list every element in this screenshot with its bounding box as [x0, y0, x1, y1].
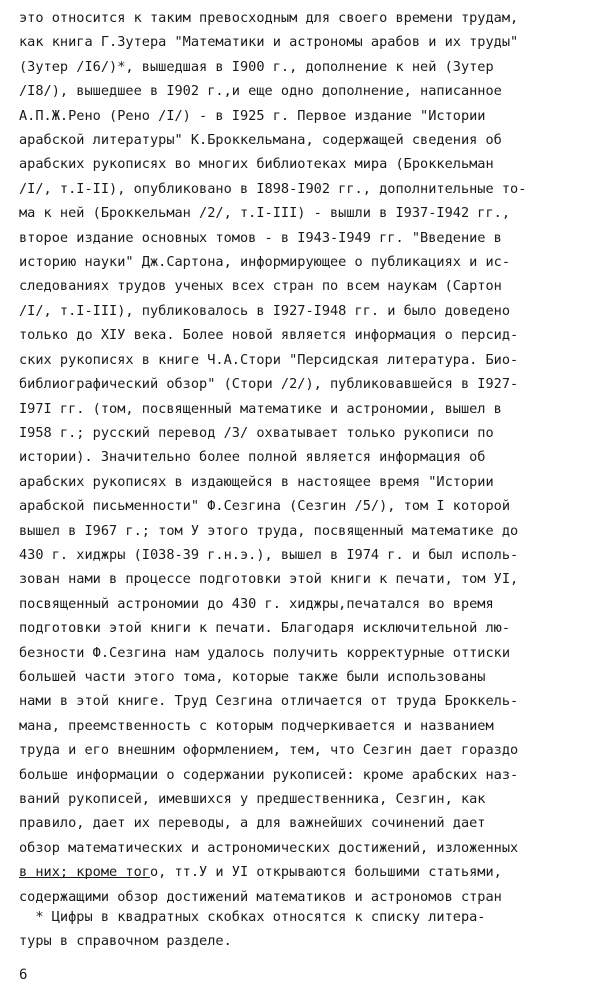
text-line: труда и его внешним оформлением, тем, что Сезгин дает гораздо [19, 742, 519, 759]
footnote-line: * Цифры в квадратных скобках относятся к списку литера- [19, 909, 486, 925]
text-line: следованиях трудов ученых всех стран по всем наукам (Сартон [19, 278, 502, 295]
text-line: больше информации о содержании рукописей: кроме арабских наз- [19, 766, 519, 783]
text-line: только до XIУ века. Более новой является информация о персид- [19, 327, 519, 344]
text-line: А.П.Ж.Рено (Рено /I/) - в I925 г. Первое издание "Истории [19, 107, 486, 124]
text-line: арабских рукописях в издающейся в настоящее время "Истории [19, 473, 494, 490]
text-line: арабской литературы" К.Броккельмана, содержащей сведения об [19, 132, 502, 149]
footnote-separator [19, 877, 150, 878]
text-line: арабской письменности" Ф.Сезгина (Сезгин /5/), том I которой [19, 498, 511, 515]
text-line: зован нами в процессе подготовки этой книги к печати, том УI, [19, 571, 519, 588]
footnote-line: туры в справочном разделе. [19, 933, 232, 949]
text-line: в них; кроме того, тт.У и УI открываются большими статьями, [19, 864, 502, 881]
text-line: библиографический обзор" (Стори /2/), публиковавшейся в I927- [19, 376, 519, 393]
text-line: посвященный астрономии до 430 г. хиджры,печатался во время [19, 595, 494, 612]
text-line: /I8/), вышедшее в I902 г.,и еще одно дополнение, написанное [19, 83, 502, 100]
text-line: /I/, т.I-II), опубликовано в I898-I902 гг., дополнительные то- [19, 180, 527, 197]
text-line: как книга Г.Зутера "Математики и астрономы арабов и их труды" [19, 34, 519, 51]
text-line: нами в этой книге. Труд Сезгина отличается от труда Броккель- [19, 693, 519, 710]
text-line: большей части этого тома, которые также были использованы [19, 668, 486, 685]
text-line: второе издание основных томов - в I943-I949 гг. "Введение в [19, 229, 502, 246]
text-line: истории). Значительно более полной является информация об [19, 449, 486, 466]
footnote [19, 905, 587, 953]
text-line: 430 г. хиджры (I038-39 г.н.э.), вышел в I974 г. и был исполь- [19, 546, 519, 563]
text-line: подготовки этой книги к печати. Благодаря исключительной лю- [19, 620, 511, 637]
text-line: обзор математических и астрономических достижений, изложенных [19, 839, 519, 856]
text-line: безности Ф.Сезгина нам удалось получить корректурные оттиски [19, 644, 511, 661]
text-line: историю науки" Дж.Сартона, информирующее о публикациях и ис- [19, 254, 511, 271]
body-text [19, 6, 587, 909]
text-line: /I/, т.I-III), публиковалось в I927-I948 гг. и было доведено [19, 302, 511, 319]
text-line: содержащими обзор достижений математиков и астрономов стран [19, 888, 502, 905]
text-line: I97I гг. (том, посвященный математике и астрономии, вышел в [19, 400, 502, 417]
text-line: арабских рукописях во многих библиотеках мира (Броккельман [19, 156, 494, 173]
text-line: ма к ней (Броккельман /2/, т.I-III) - вышли в I937-I942 гг., [19, 205, 511, 222]
text-line: вышел в I967 г.; том У этого труда, посвященный математике до [19, 522, 519, 539]
text-line: это относится к таким превосходным для своего времени трудам, [19, 10, 519, 26]
text-line: (Зутер /I6/)*, вышедшая в I900 г., дополнение к ней (Зутер [19, 58, 494, 75]
text-line: I958 г.; русский перевод /3/ охватывает только рукописи по [19, 424, 494, 441]
text-line: ских рукописях в книге Ч.А.Стори "Персидская литература. Био- [19, 351, 519, 368]
text-line: мана, преемственность с которым подчеркивается и названием [19, 717, 494, 734]
text-line: правило, дает их переводы, а для важнейших сочинений дает [19, 815, 486, 832]
text-line: ваний рукописей, имевшихся у предшественника, Сезгин, как [19, 791, 486, 807]
page-number: 6 [19, 967, 28, 983]
